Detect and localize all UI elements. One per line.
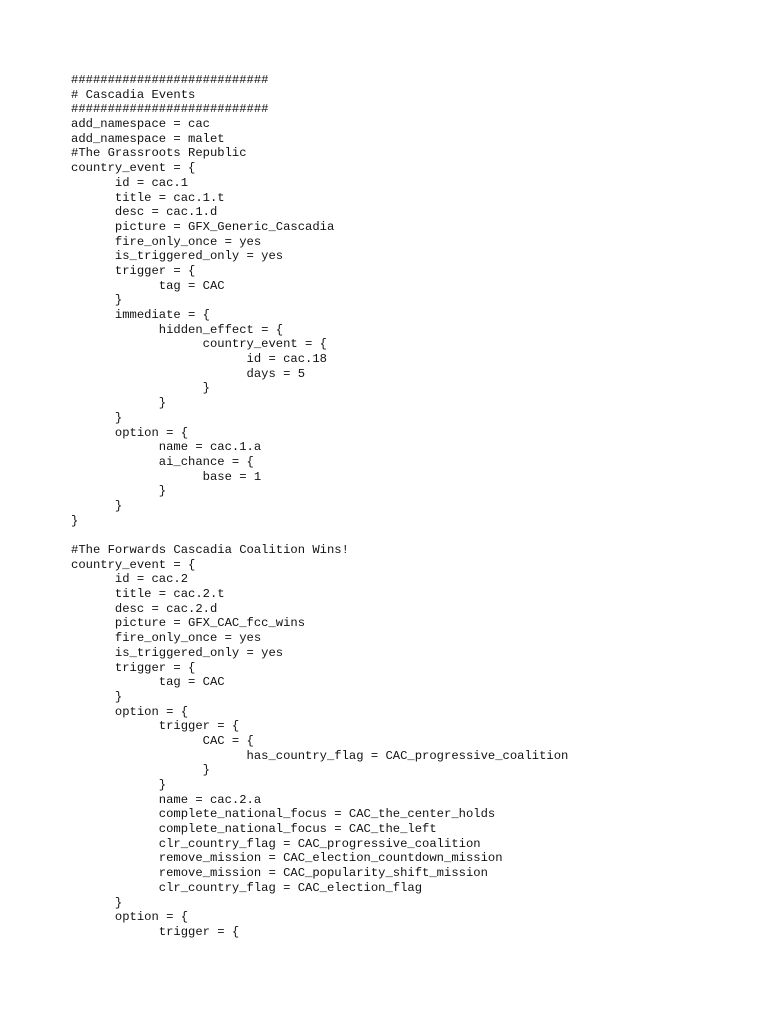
code-line: } [71,396,167,411]
code-line: } [71,689,123,704]
code-line: clr_country_flag = CAC_election_flag [71,880,423,895]
code-line: country_event = { [71,161,196,176]
code-line: option = { [71,425,189,440]
code-line: #The Forwards Cascadia Coalition Wins! [71,543,349,557]
code-line: } [71,381,210,396]
code-line: complete_national_focus = CAC_the_left [71,822,437,837]
code-line: fire_only_once = yes [71,631,262,646]
code-line [71,528,568,543]
code-line: trigger = { [71,719,240,734]
code-line: } [71,763,210,778]
code-line: } [71,410,123,425]
code-line: has_country_flag = CAC_progressive_coalition [71,748,569,763]
code-line: tag = CAC [71,675,225,690]
code-line: ########################### [71,73,269,87]
code-line: } [71,293,123,308]
code-text-block [71,73,568,940]
code-line: } [71,513,79,528]
code-line: hidden_effect = { [71,322,284,337]
code-line: id = cac.1 [71,175,189,190]
code-line: days = 5 [71,366,306,381]
code-line: } [71,498,123,513]
code-line: picture = GFX_Generic_Cascadia [71,219,335,234]
code-line: is_triggered_only = yes [71,645,284,660]
code-line: clr_country_flag = CAC_progressive_coalition [71,836,481,851]
code-line: fire_only_once = yes [71,234,262,249]
code-line: tag = CAC [71,278,225,293]
code-line: CAC = { [71,733,254,748]
code-line: add_namespace = cac [71,117,210,132]
code-line: #The Grassroots Republic [71,146,247,161]
code-line: id = cac.18 [71,352,327,367]
code-line: is_triggered_only = yes [71,249,284,264]
code-line: title = cac.2.t [71,587,225,602]
code-line: desc = cac.1.d [71,205,218,220]
code-line: immediate = { [71,308,210,322]
code-line: country_event = { [71,557,196,572]
code-line: name = cac.2.a [71,792,262,807]
code-line: picture = GFX_CAC_fcc_wins [71,616,306,631]
code-line: } [71,778,167,792]
code-line: ai_chance = { [71,454,254,469]
code-line: option = { [71,910,189,925]
code-line: add_namespace = malet [71,131,225,146]
code-line: desc = cac.2.d [71,601,218,616]
code-line: country_event = { [71,337,327,352]
code-line: } [71,484,167,499]
code-line: title = cac.1.t [71,190,225,205]
code-line: } [71,895,123,910]
code-line: complete_national_focus = CAC_the_center_holds [71,807,496,822]
code-line: base = 1 [71,469,262,484]
code-line: name = cac.1.a [71,440,262,455]
code-line: trigger = { [71,263,196,278]
code-line: ########################### [71,102,269,117]
code-line: remove_mission = CAC_popularity_shift_mission [71,866,488,881]
code-line: option = { [71,704,189,719]
code-line: # Cascadia Events [71,87,196,102]
code-line: trigger = { [71,924,240,939]
code-line: remove_mission = CAC_election_countdown_mission [71,851,503,866]
code-line: trigger = { [71,660,196,675]
code-line: id = cac.2 [71,572,189,587]
